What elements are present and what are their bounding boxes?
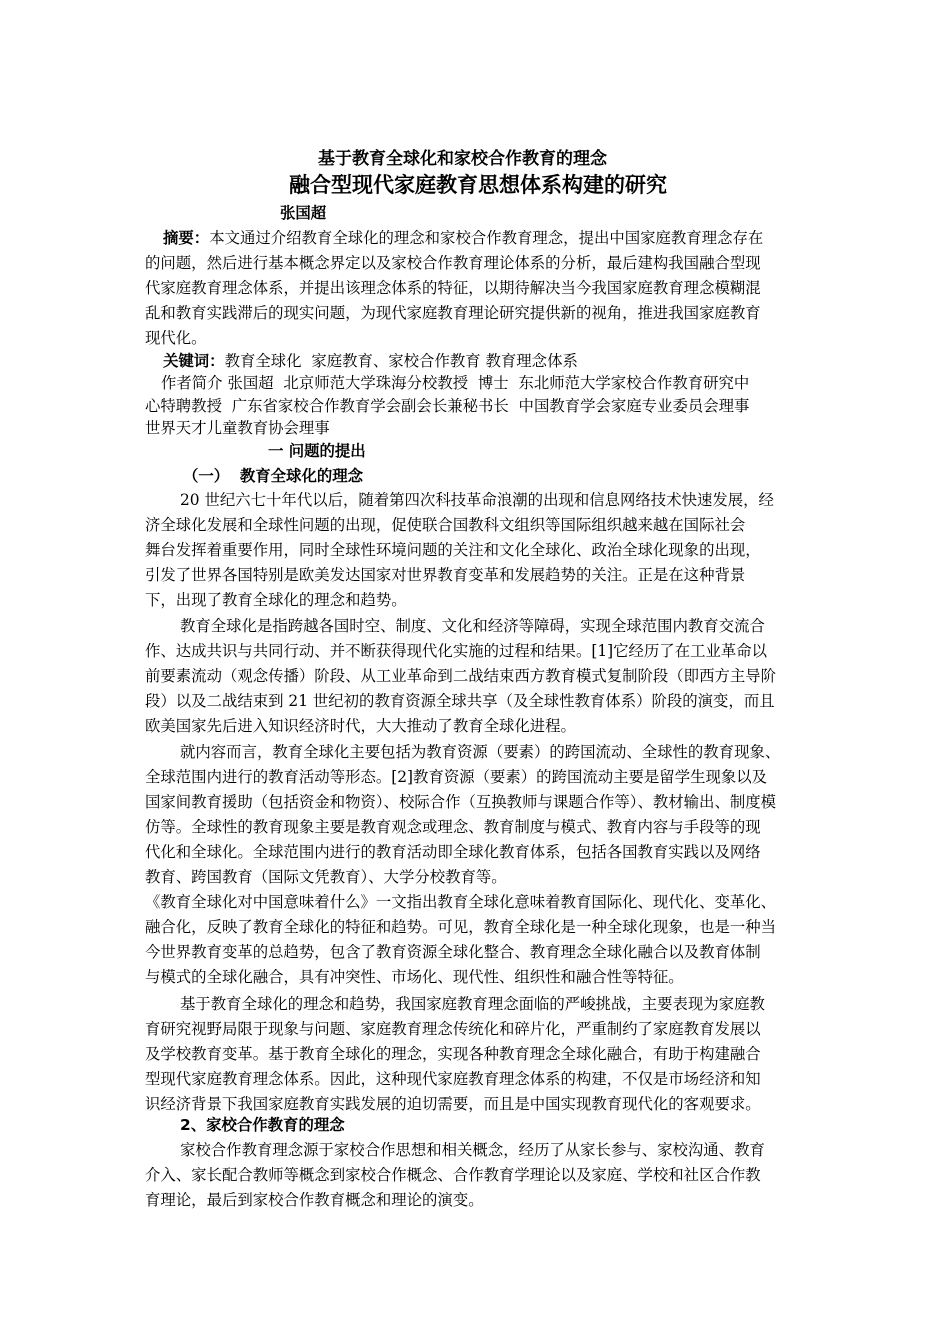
paragraph-line: 识经济背景下我国家庭教育实践发展的迫切需要，而且是中国实现教育现代化的客观要求。: [145, 1095, 761, 1113]
paragraph-line: 基于教育全球化的理念和趋势，我国家庭教育理念面临的严峻挑战，主要表现为家庭教: [180, 995, 765, 1013]
abstract-line: 乱和教育实践滞后的现实问题，为现代家庭教育理论研究提供新的视角，推进我国家庭教育: [145, 304, 761, 322]
paragraph-line: 仿等。全球性的教育现象主要是教育观念或理念、教育制度与模式、教育内容与手段等的现: [145, 818, 761, 836]
paragraph-line: 济全球化发展和全球性问题的出现，促使联合国教科文组织等国际组织越来越在国际社会: [145, 516, 746, 534]
subsection-heading: 2、家校合作教育的理念: [180, 1116, 345, 1134]
author-name: 张国超: [280, 204, 327, 222]
abstract-line: [163, 227, 763, 249]
paragraph-line: 教育全球化是指跨越各国时空、制度、文化和经济等障碍，实现全球范围内教育交流合: [180, 617, 765, 635]
keywords-label: 关键词：: [163, 352, 225, 370]
paragraph-line: 融合化，反映了教育全球化的特征和趋势。可见，教育全球化是一种全球化现象，也是一种当: [145, 918, 777, 936]
abstract-label: 摘要：: [163, 229, 210, 247]
abstract-text: 本文通过介绍教育全球化的理念和家校合作教育理念，提出中国家庭教育理念存在: [209, 229, 764, 247]
paragraph-line: 20 世纪六七十年代以后，随着第四次科技革命浪潮的出现和信息网络技术快速发展，经: [180, 491, 774, 509]
author-bio-line: 心特聘教授 广东省家校合作教育学会副会长兼秘书长 中国教育学会家庭专业委员会理事: [145, 397, 750, 415]
paragraph-line: 今世界教育变革的总趋势，包含了教育资源全球化整合、教育理念全球化融合以及教育体制: [145, 943, 761, 961]
paragraph-line: 国家间教育援助（包括资金和物资）、校际合作（互换教师与课题合作等）、教材输出、制度模: [145, 793, 777, 811]
paragraph-line: 家校合作教育理念源于家校合作思想和相关概念，经历了从家长参与、家校沟通、教育: [180, 1141, 765, 1159]
title-line-1: 基于教育全球化和家校合作教育的理念: [318, 149, 607, 169]
paragraph-line: 育理论，最后到家校合作教育概念和理论的演变。: [145, 1191, 484, 1209]
paragraph-line: 舞台发挥着重要作用，同时全球性环境问题的关注和文化全球化、政治全球化现象的出现，: [145, 541, 761, 559]
title-line-2: 融合型现代家庭教育思想体系构建的研究: [289, 173, 667, 197]
author-bio-line: 世界天才儿童教育协会理事: [145, 419, 330, 437]
paragraph-line: 作、达成共识与共同行动、并不断获得现代化实施的过程和结果。[1]它经历了在工业革命以: [145, 642, 768, 660]
keywords-text: 教育全球化 家庭教育、家校合作教育 教育理念体系: [224, 352, 578, 370]
paragraph-line: 段）以及二战结束到 21 世纪初的教育资源全球共享（及全球性教育体系）阶段的演变，而且: [145, 692, 775, 710]
paragraph-line: 及学校教育变革。基于教育全球化的理念，实现各种教育理念全球化融合，有助于构建融合: [145, 1045, 761, 1063]
paragraph-line: 引发了世界各国特别是欧美发达国家对世界教育变革和发展趋势的关注。正是在这种背景: [145, 566, 746, 584]
keywords-line: [163, 350, 578, 372]
paragraph-line: 育研究视野局限于现象与问题、家庭教育理念传统化和碎片化，严重制约了家庭教育发展以: [145, 1020, 761, 1038]
subsection-heading: （一） 教育全球化的理念: [183, 467, 364, 485]
paragraph-line: 就内容而言，教育全球化主要包括为教育资源（要素）的跨国流动、全球性的教育现象、: [180, 743, 781, 761]
paragraph-line: 欧美国家先后进入知识经济时代，大大推动了教育全球化进程。: [145, 717, 576, 735]
abstract-line: 的问题，然后进行基本概念界定以及家校合作教育理论体系的分析，最后建构我国融合型现: [145, 254, 761, 272]
paragraph-line: 代化和全球化。全球范围内进行的教育活动即全球化教育体系，包括各国教育实践以及网络: [145, 843, 761, 861]
paragraph-line: 介入、家长配合教师等概念到家校合作概念、合作教育学理论以及家庭、学校和社区合作教: [145, 1166, 761, 1184]
paragraph-line: 《教育全球化对中国意味着什么》一文指出教育全球化意味着教育国际化、现代化、变革化、: [145, 893, 777, 911]
paragraph-line: 前要素流动（观念传播）阶段、从工业革命到二战结束西方教育模式复制阶段（即西方主导阶: [145, 667, 777, 685]
abstract-line: 代家庭教育理念体系，并提出该理念体系的特征，以期待解决当今我国家庭教育理念模糊混: [145, 279, 761, 297]
section-heading: 一 问题的提出: [268, 442, 366, 460]
abstract-line: 现代化。: [145, 329, 207, 347]
paragraph-line: 下，出现了教育全球化的理念和趋势。: [145, 591, 407, 609]
paragraph-line: 教育、跨国教育（国际文凭教育）、大学分校教育等。: [145, 868, 507, 886]
author-bio-line: 作者简介 张国超 北京师范大学珠海分校教授 博士 东北师范大学家校合作教育研究中: [161, 374, 750, 392]
paragraph-line: 型现代家庭教育理念体系。因此，这种现代家庭教育理念体系的构建，不仅是市场经济和知: [145, 1070, 761, 1088]
paragraph-line: 全球范围内进行的教育活动等形态。[2]教育资源（要素）的跨国流动主要是留学生现象以及: [145, 768, 768, 786]
paragraph-line: 与模式的全球化融合，具有冲突性、市场化、现代性、组织性和融合性等特征。: [145, 968, 684, 986]
